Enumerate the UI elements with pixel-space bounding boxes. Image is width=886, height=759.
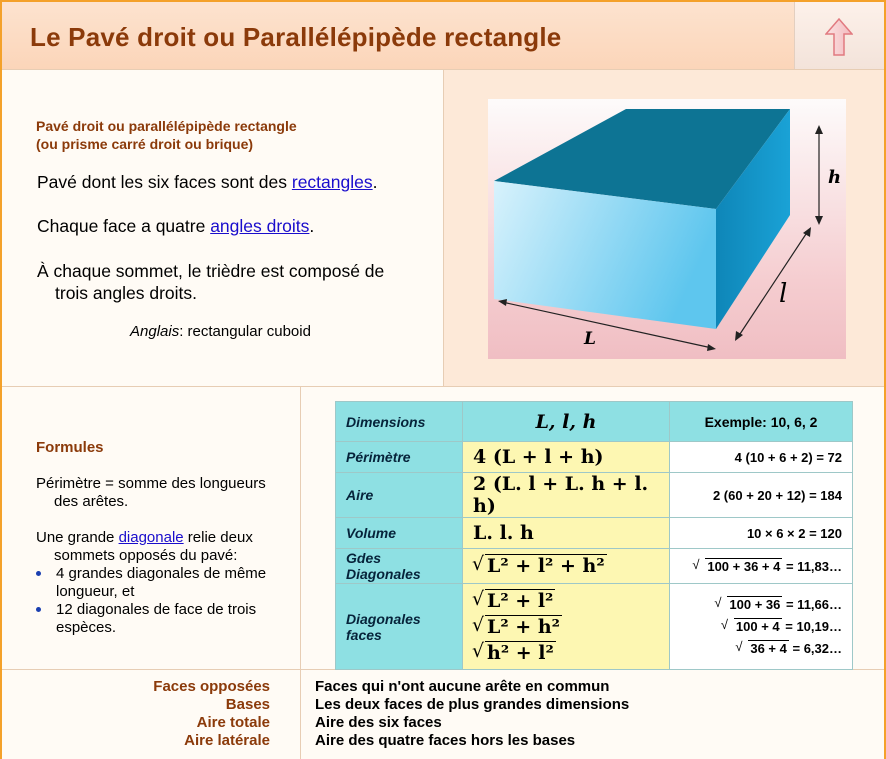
text: Chaque face a quatre: [37, 216, 211, 236]
row-label: Gdes Diagonales: [336, 549, 463, 584]
value: = 6,32…: [788, 640, 842, 656]
definition-title-line2: (ou prisme carré droit ou brique): [36, 136, 254, 152]
perimeter-description: [36, 475, 266, 511]
formula-table: [335, 401, 853, 670]
text: .: [372, 172, 378, 192]
text: Périmètre = somme des longueurs: [36, 475, 266, 492]
glossary-term: Aire totale: [196, 714, 270, 731]
radicand: 100 + 36: [729, 596, 781, 612]
text: relie deux: [183, 529, 253, 546]
radicand: 36 + 4: [750, 640, 787, 656]
radicand: 100 + 4: [735, 618, 780, 634]
example-line: [680, 594, 842, 616]
row-formula: L. l. h: [463, 518, 670, 549]
row-example: 2 (60 + 20 + 12) = 184: [670, 473, 853, 518]
formula-table-panel: [300, 387, 884, 669]
sqrt-icon: [473, 588, 555, 614]
text: 12 diagonales de face de trois: [56, 601, 257, 618]
text: longueur, et: [56, 583, 135, 600]
definition-title: [36, 117, 297, 153]
height-arrowhead-bottom: [815, 216, 823, 225]
sqrt-icon: [473, 640, 556, 666]
up-arrow-icon: [825, 18, 853, 56]
definition-title-line1: Pavé droit ou parallélépipède rectangle: [36, 118, 297, 134]
radicand: L² + h²: [487, 615, 560, 638]
value: = 10,19…: [781, 618, 842, 634]
bullet-icon: [36, 571, 41, 576]
label-h: h: [828, 167, 842, 188]
row-label: Diagonales faces: [336, 584, 463, 670]
header: [2, 2, 884, 70]
text: espèces.: [56, 619, 117, 636]
english-translation: [130, 323, 311, 340]
row-example: 4 (10 + 6 + 2) = 72: [670, 442, 853, 473]
radicand: h² + l²: [487, 641, 554, 664]
row-example: [670, 549, 853, 584]
sqrt-icon: [693, 559, 782, 574]
row-formula: [463, 584, 670, 670]
formulas-heading: Formules: [36, 439, 104, 456]
width-arrowhead-top: [803, 227, 811, 237]
cuboid-figure: [488, 99, 846, 359]
formula-line: [473, 614, 659, 640]
width-arrowhead-bottom: [735, 331, 743, 341]
formulas-text: [2, 387, 300, 669]
rectangles-link[interactable]: rectangles: [291, 172, 373, 192]
row-formula: 2 (L. l + L. h + l. h): [463, 473, 670, 518]
row-label: Volume: [336, 518, 463, 549]
header-dims: L, l, h: [463, 402, 670, 442]
glossary-section: [2, 670, 884, 759]
sqrt-icon: [715, 594, 782, 616]
formulas-section: [2, 387, 884, 670]
text: [36, 529, 253, 547]
glossary-definition: Faces qui n'ont aucune arête en commun: [315, 678, 610, 695]
row-label: Périmètre: [336, 442, 463, 473]
height-arrowhead-top: [815, 125, 823, 134]
row-example: 10 × 6 × 2 = 120: [670, 518, 853, 549]
radicand: 100 + 36 + 4: [707, 558, 781, 574]
text: trois angles droits.: [55, 283, 198, 303]
glossary-term: Faces opposées: [153, 678, 270, 695]
definition-paragraph-triedre: [37, 260, 384, 304]
page-title: Le Pavé droit ou Parallélépipède rectangle: [30, 22, 562, 52]
table-row: [336, 584, 853, 670]
english-label: Anglais: [130, 323, 180, 340]
value: = 11,66…: [782, 596, 842, 612]
example-line: [680, 638, 842, 660]
list-item: [36, 601, 256, 637]
back-to-top-button[interactable]: [794, 2, 884, 69]
header-dimensions: Dimensions: [336, 402, 463, 442]
diagonale-link[interactable]: diagonale: [118, 529, 184, 546]
diagonal-description: [36, 529, 253, 565]
definition-text: [2, 70, 443, 386]
bullet-icon: [36, 607, 41, 612]
sqrt-icon: [473, 614, 562, 640]
row-label: Aire: [336, 473, 463, 518]
radicand: L² + l² + h²: [487, 555, 605, 577]
row-example: [670, 584, 853, 670]
definition-paragraph-faces: [37, 171, 378, 193]
row-formula: 4 (L + l + h): [463, 442, 670, 473]
text: Pavé dont les six faces sont des: [37, 172, 292, 192]
length-arrowhead-left: [498, 299, 507, 306]
text: 4 grandes diagonales de même: [56, 565, 267, 582]
glossary-definition: Aire des six faces: [315, 714, 442, 731]
table-row: [336, 549, 853, 584]
table-row: [336, 442, 853, 473]
header-example: Exemple: 10, 6, 2: [670, 402, 853, 442]
table-row: [336, 518, 853, 549]
glossary-definition: Aire des quatre faces hors les bases: [315, 732, 576, 749]
example-line: [680, 616, 842, 638]
sqrt-icon: [736, 638, 789, 660]
label-l: l: [779, 279, 788, 309]
angles-droits-link[interactable]: angles droits: [210, 216, 310, 236]
divider: [300, 670, 301, 759]
radicand: L² + l²: [487, 589, 554, 612]
definition-paragraph-angles: [37, 215, 314, 237]
text: .: [309, 216, 315, 236]
length-arrowhead-right: [707, 344, 716, 351]
label-L: L: [584, 329, 596, 349]
value: = 11,83…: [782, 558, 842, 574]
cuboid-drawing: [488, 99, 846, 359]
text: Une grande: [36, 529, 119, 546]
list-item: [36, 565, 266, 601]
sqrt-icon: [473, 555, 607, 577]
formula-line: [473, 640, 659, 666]
glossary-term: Aire latérale: [184, 732, 270, 749]
english-value: : rectangular cuboid: [179, 323, 311, 340]
sqrt-icon: [722, 616, 782, 638]
text: des arêtes.: [54, 493, 129, 510]
table-header-row: [336, 402, 853, 442]
table-row: [336, 473, 853, 518]
glossary-definition: Les deux faces de plus grandes dimensions: [315, 696, 630, 713]
glossary-term: Bases: [225, 696, 270, 713]
formula-line: [473, 588, 659, 614]
text: sommets opposés du pavé:: [54, 547, 238, 564]
figure-panel: [443, 70, 884, 386]
definition-section: [2, 70, 884, 387]
row-formula: [463, 549, 670, 584]
text: À chaque sommet, le trièdre est composé de: [37, 261, 385, 281]
